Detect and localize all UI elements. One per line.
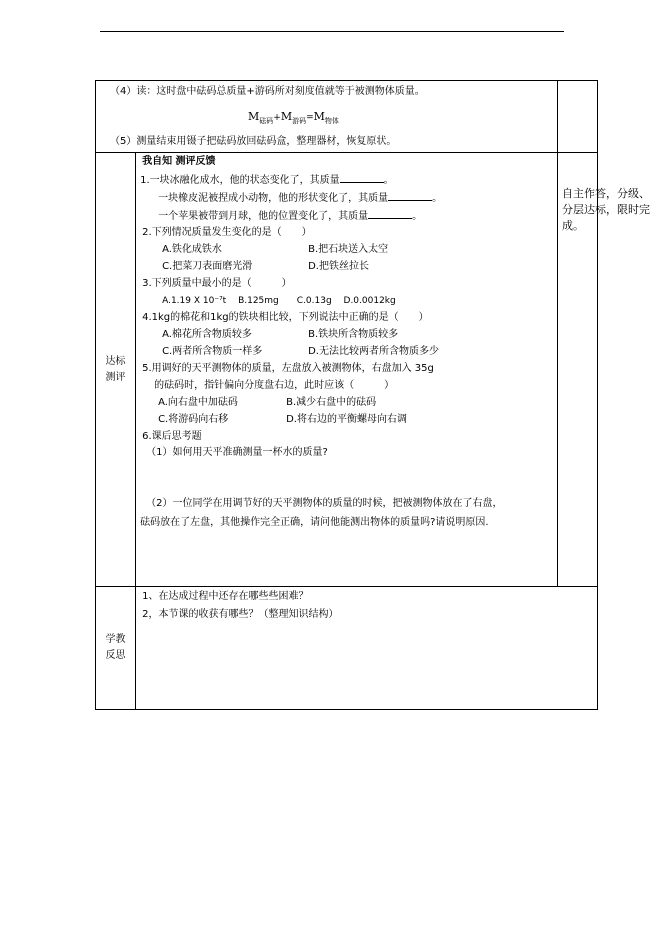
worksheet-table	[95, 80, 598, 710]
option-4b: B.铁块所含物质较多	[308, 329, 399, 340]
reflection-item-2: 2，本节课的收获有哪些？（整理知识结构）	[142, 609, 339, 620]
formula-operator: =	[306, 113, 314, 123]
reflection-label-line1: 学教	[105, 634, 126, 645]
question-text: 一个苹果被带到月球，他的位置变化了，其质量	[158, 211, 369, 222]
procedure-notes-cell	[557, 81, 597, 153]
step-4-text: （4）读：这时盘中砝码总质量+游码所对刻度值就等于被测物体质量。	[110, 86, 425, 97]
option-2b: B.把石块送入太空	[308, 244, 389, 255]
option-5b: B.减少右盘中的砝码	[286, 397, 377, 408]
question-6-2-line2: 砝码放在了左盘，其他操作完全正确，请问他能测出物体的质量吗?请说明原因.	[140, 517, 489, 528]
step-5-text: （5）测量结束用镊子把砝码放回砝码盒，整理器材，恢复原状。	[110, 136, 397, 147]
option-5a: A.向右盘中加砝码	[158, 397, 238, 408]
formula-subscript: 游码	[292, 116, 307, 125]
question-6-1: （1）如何用天平准确测量一杯水的质量?	[146, 447, 328, 458]
option-5d: D.将右边的平衡螺母向右调	[286, 414, 407, 425]
option-2d: D.把铁丝拉长	[308, 261, 369, 272]
question-text: 一块橡皮泥被捏成小动物，他的形状变化了，其质量	[158, 193, 389, 204]
question-1b	[158, 191, 442, 205]
assessment-label-line2: 测评	[105, 371, 126, 383]
formula-subscript: 砝码	[259, 116, 274, 125]
formula-operator: +	[273, 113, 281, 123]
assessment-label	[96, 153, 136, 587]
question-1a	[140, 173, 394, 187]
reflection-label	[96, 587, 136, 710]
option-5c: C.将游码向右移	[158, 414, 229, 425]
answer-blank	[340, 173, 384, 183]
question-2: 2.下列情况质量发生变化的是（ ）	[142, 227, 312, 238]
option-4d: D.无法比较两者所含物质多少	[308, 346, 439, 357]
question-5-line2: 的砝码时，指针偏向分度盘右边，此时应该（ ）	[154, 380, 395, 391]
option-2c: C.把菜刀表面磨光滑	[162, 261, 253, 272]
procedure-cell	[96, 81, 558, 153]
procedure-row	[96, 81, 598, 153]
assessment-row	[96, 153, 598, 587]
question-text: 1.一块冰融化成水，他的状态变化了，其质量	[140, 175, 340, 186]
question-6: 6.课后思考题	[142, 431, 202, 442]
formula-symbol: M	[313, 110, 325, 123]
question-text: 。	[412, 211, 423, 222]
formula-symbol: M	[248, 110, 260, 123]
reflection-content	[136, 587, 598, 710]
option-4c: C.两者所含物质一样多	[162, 346, 263, 357]
option-2a: A.铁化成铁水	[162, 244, 222, 255]
header-rule	[100, 31, 564, 32]
reflection-item-1: 1、在达成过程中还存在哪些些困难？	[142, 591, 309, 602]
question-4: 4.1kg的棉花和1kg的铁块相比较，下列说法中正确的是（ ）	[142, 312, 429, 323]
answer-blank	[368, 209, 412, 219]
formula-symbol: M	[280, 110, 293, 123]
answer-blank	[388, 191, 432, 201]
assessment-heading: 我自知 测评反馈	[142, 156, 216, 167]
assessment-label-line1: 达标	[105, 355, 126, 367]
mass-formula	[248, 111, 339, 127]
reflection-row	[96, 587, 598, 710]
reflection-label-line2: 反思	[105, 650, 126, 661]
assessment-content	[136, 153, 558, 587]
question-5-line1: 5.用调好的天平测物体的质量，左盘放入被测物体，右盘加入 35g	[142, 363, 434, 374]
question-text: 。	[383, 175, 394, 186]
question-3-options: A.1.19 X 10⁻⁷t B.125mg C.0.13g D.0.0012kg	[162, 296, 396, 306]
option-4a: A.棉花所含物质较多	[162, 329, 252, 340]
question-1c	[158, 209, 422, 223]
question-text: 。	[432, 193, 443, 204]
question-3: 3.下列质量中最小的是（ ）	[142, 278, 292, 289]
formula-subscript: 物体	[324, 116, 339, 125]
assessment-note: 自主作答，分级、分层达标，限时完成。	[562, 187, 650, 232]
question-6-2-line1: （2）一位同学在用调节好的天平测物体的质量的时候，把被测物体放在了右盘，	[146, 498, 503, 509]
